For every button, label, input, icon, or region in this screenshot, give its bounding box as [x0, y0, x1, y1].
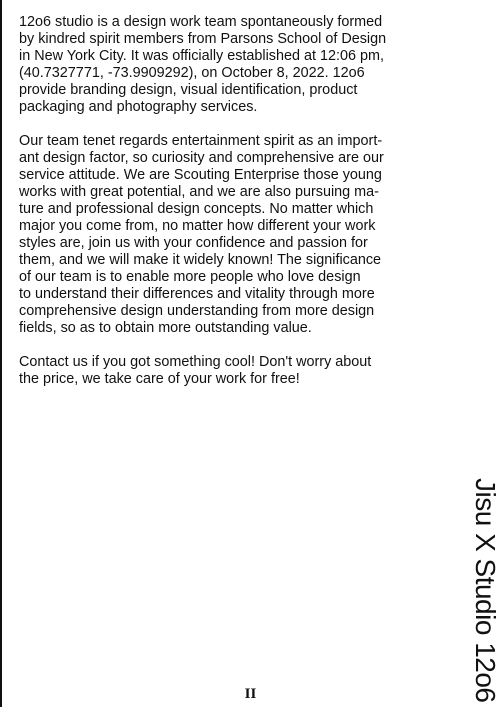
- text-line: the price, we take care of your work for free!: [19, 371, 300, 387]
- body-text: [19, 14, 391, 405]
- text-line: fields, so as to obtain more outstanding value.: [19, 320, 312, 336]
- text-line: works with great potential, and we are also pursuing ma-: [19, 184, 379, 200]
- paragraph-intro: [19, 14, 391, 116]
- left-border-rule: [0, 0, 2, 707]
- text-line: by kindred spirit members from Parsons School of Design: [19, 31, 387, 47]
- text-line: them, and we will make it widely known! The significance: [19, 252, 382, 268]
- page-number: II: [244, 686, 257, 702]
- text-line: styles are, join us with your confidence and passion for: [19, 235, 368, 251]
- text-line: ture and professional design concepts. No matter which: [19, 201, 374, 217]
- text-line: ant design factor, so curiosity and comprehensive are our: [19, 150, 384, 166]
- text-line: of our team is to enable more people who love design: [19, 269, 361, 285]
- paragraph-contact: [19, 354, 391, 388]
- text-line: Contact us if you got something cool! Don't worry about: [19, 354, 372, 370]
- text-line: major you come from, no matter how different your work: [19, 218, 376, 234]
- paragraph-tenet: [19, 133, 391, 337]
- text-line: packaging and photography services.: [19, 99, 258, 115]
- text-line: provide branding design, visual identification, product: [19, 82, 358, 98]
- text-line: service attitude. We are Scouting Enterprise those young: [19, 167, 382, 183]
- text-line: to understand their differences and vitality through more: [19, 286, 375, 302]
- text-line: in New York City. It was officially established at 12:06 pm,: [19, 48, 385, 64]
- text-line: (40.7327771, -73.9909292), on October 8, 2022. 12o6: [19, 65, 365, 81]
- text-line: comprehensive design understanding from more design: [19, 303, 375, 319]
- text-line: Our team tenet regards entertainment spirit as an import-: [19, 133, 383, 149]
- text-line: 12o6 studio is a design work team spontaneously formed: [19, 14, 383, 30]
- side-title: Jisu X Studio 12o6: [470, 478, 501, 703]
